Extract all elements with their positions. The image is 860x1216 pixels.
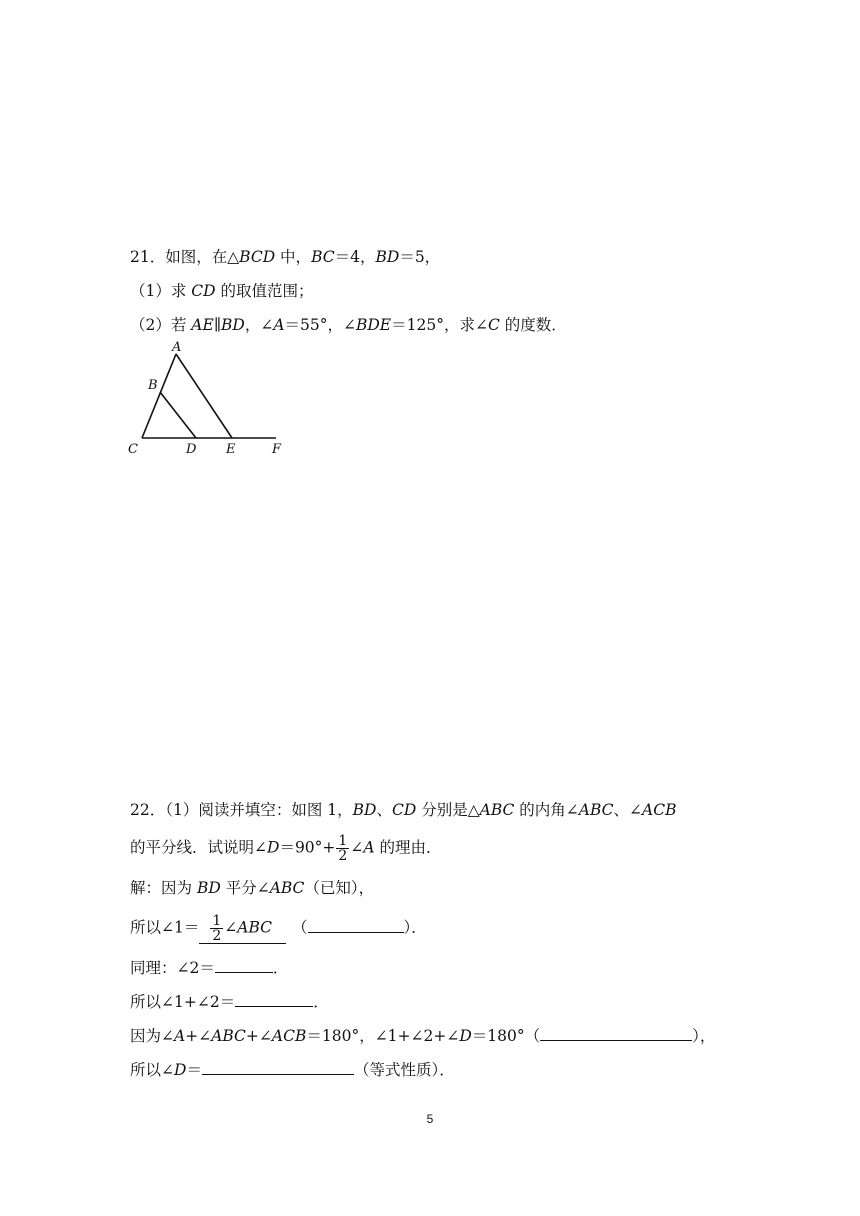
label-d: D bbox=[186, 442, 197, 457]
segment-bd bbox=[160, 392, 196, 438]
page-number: 5 bbox=[426, 1112, 434, 1126]
blank-angle-2[interactable] bbox=[215, 956, 273, 973]
q22-solution-line3: 同理：∠2＝ ． bbox=[130, 956, 288, 979]
q22-solution-line4: 所以∠1+∠2＝ ． bbox=[130, 990, 329, 1013]
label-b: B bbox=[148, 378, 158, 393]
fraction-half: $\frac{1}{2}$ bbox=[338, 833, 348, 864]
q22-line2: 的平分线．试说明∠D＝90°+ $\frac{1}{2}$ ∠A 的理由． bbox=[130, 833, 442, 864]
segment-ae bbox=[176, 354, 232, 438]
segment-ca bbox=[142, 354, 176, 438]
geometry-figure bbox=[120, 336, 290, 461]
q22-solution-line1: 解：因为 BD 平分∠ABC（已知）， bbox=[130, 879, 375, 897]
label-f: F bbox=[272, 442, 282, 457]
q22-solution-line5: 因为∠A+∠ABC+∠ACB＝180°，∠1+∠2+∠D＝180°（ ）， bbox=[130, 1024, 715, 1047]
blank-result[interactable] bbox=[202, 1058, 354, 1075]
blank-reason-1[interactable] bbox=[308, 916, 404, 933]
blank-reason-2[interactable] bbox=[540, 1024, 692, 1041]
label-e: E bbox=[226, 442, 236, 457]
label-a: A bbox=[172, 340, 182, 355]
q22-solution-line2: 所以∠1＝ $\frac{1}{2}$ ∠ABC （ ）． bbox=[130, 913, 427, 944]
filled-answer-1: $\frac{1}{2}$ ∠ABC bbox=[199, 914, 286, 944]
q21-part2: （2）若 AE∥BD，∠A＝55°，∠BDE＝125°，求∠C 的度数． bbox=[130, 316, 567, 334]
blank-sum[interactable] bbox=[235, 990, 313, 1007]
q21-line1: 21．如图，在△BCD 中，BC＝4，BD＝5， bbox=[130, 248, 441, 266]
q22-line1: 22．（1）阅读并填空：如图 1，BD、CD 分别是△ABC 的内角∠ABC、∠ACB bbox=[130, 801, 677, 819]
q22-solution-line6: 所以∠D＝ （等式性质）． bbox=[130, 1058, 455, 1081]
q21-part1: （1）求 CD 的取值范围； bbox=[130, 282, 314, 300]
label-c: C bbox=[128, 442, 138, 457]
fraction-half-answer: $\frac{1}{2}$ bbox=[212, 913, 222, 944]
